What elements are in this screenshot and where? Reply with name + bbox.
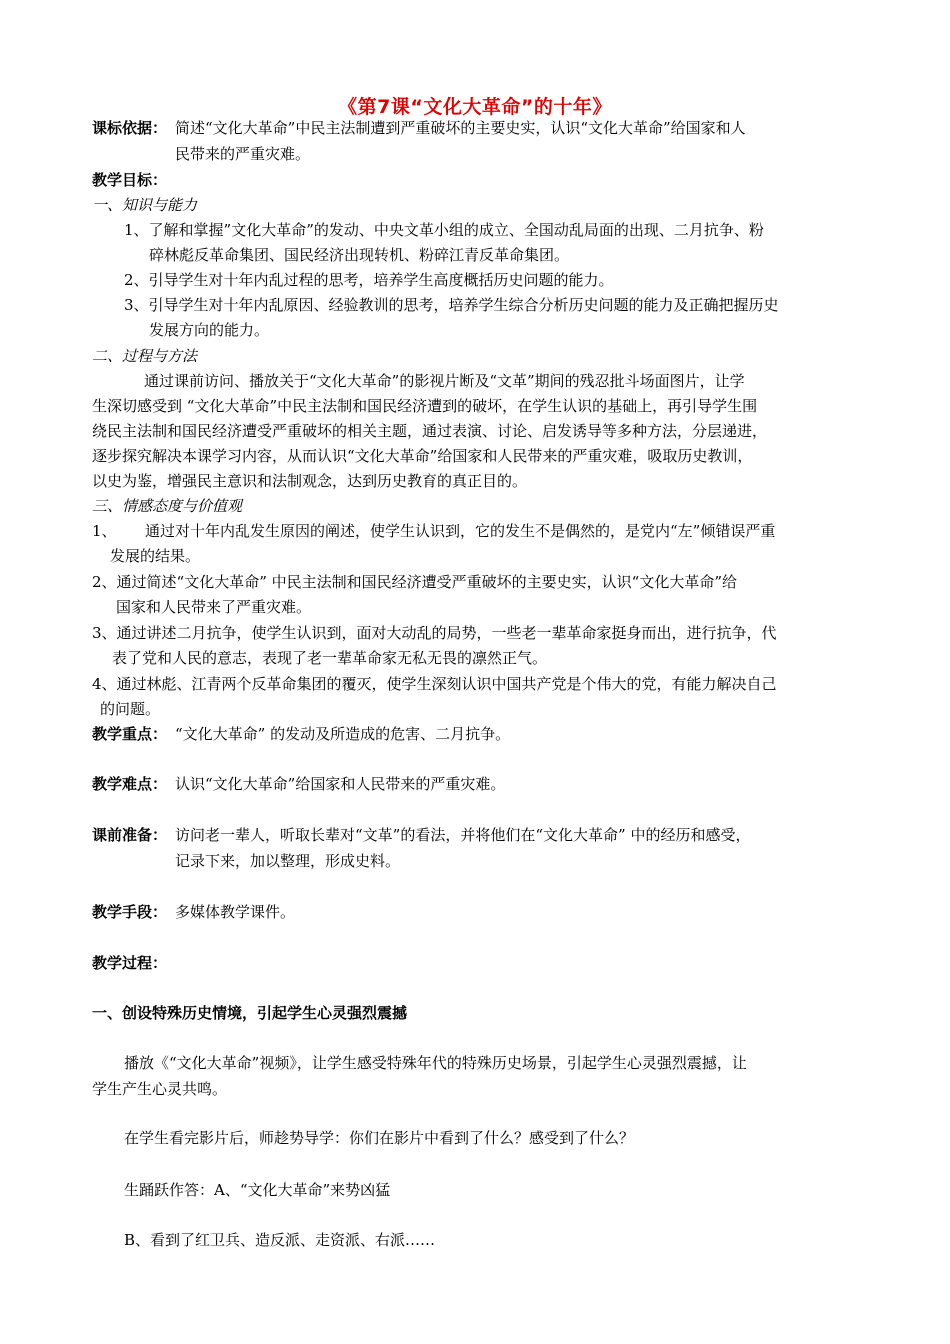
knowledge-item1-line2: 碎林彪反革命集团、国民经济出现转机、粉碎江青反革命集团。 — [149, 246, 570, 264]
difficulty-text: 认识“文化大革命”给国家和人民带来的严重灾难。 — [175, 775, 506, 793]
standard-text-line1: 简述“文化大革命”中民主法制遭到严重破坏的主要史实，认识“文化大革命”给国家和人 — [175, 119, 746, 137]
values-item3-line1: 3、通过讲述二月抗争，使学生认识到，面对大动乱的局势，一些老一辈革命家挺身而出，进行抗争，代 — [92, 624, 777, 642]
knowledge-heading: 一、知识与能力 — [92, 196, 198, 214]
process-heading: 二、过程与方法 — [92, 347, 198, 365]
preparation-label: 课前准备： — [92, 826, 168, 844]
lesson-title: 《第7课“文化大革命”的十年》 — [338, 96, 612, 118]
values-item1-line1: 通过对十年内乱发生原因的阐述，使学生认识到，它的发生不是偶然的，是党内“左”倾错误严重 — [145, 522, 776, 540]
procedure-label: 教学过程： — [92, 954, 168, 972]
values-item1-line2: 发展的结果。 — [110, 547, 201, 565]
values-item2-line2: 国家和人民带来了严重灾难。 — [116, 598, 312, 616]
procedure-para4: B、看到了红卫兵、造反派、走资派、右派…… — [124, 1231, 436, 1249]
preparation-line2: 记录下来，加以整理，形成史料。 — [175, 852, 401, 870]
values-item1-number: 1、 — [92, 522, 117, 540]
procedure-para1-line1: 播放《“文化大革命”视频》，让学生感受特殊年代的特殊历史场景，引起学生心灵强烈震撼，让 — [124, 1054, 747, 1072]
values-heading: 三、情感态度与价值观 — [92, 497, 243, 515]
key-points-label: 教学重点： — [92, 725, 168, 743]
values-item4-line1: 4、通过林彪、江青两个反革命集团的覆灭，使学生深刻认识中国共产党是个伟大的党，有能力解决自己 — [92, 675, 777, 693]
difficulty-label: 教学难点： — [92, 775, 168, 793]
standard-label: 课标依据： — [92, 119, 168, 137]
section1-heading: 一、创设特殊历史情境，引起学生心灵强烈震撼 — [92, 1004, 408, 1022]
process-para-line3: 绕民主法制和国民经济遭受严重破坏的相关主题，通过表演、讨论、启发诱导等多种方法，分层递进， — [92, 422, 768, 440]
procedure-para3: 生踊跃作答：A、“文化大革命”来势凶猛 — [124, 1181, 391, 1199]
process-para-line5: 以史为鉴，增强民主意识和法制观念，达到历史教育的真正目的。 — [92, 472, 528, 490]
key-points-text: “文化大革命” 的发动及所造成的危害、二月抗争。 — [175, 725, 511, 743]
knowledge-item2: 2、引导学生对十年内乱过程的思考，培养学生高度概括历史问题的能力。 — [124, 271, 614, 289]
preparation-line1: 访问老一辈人，听取长辈对“文革”的看法，并将他们在“文化大革命” 中的经历和感受， — [175, 826, 751, 844]
knowledge-item3-line2: 发展方向的能力。 — [149, 321, 270, 339]
values-item4-line2: 的问题。 — [100, 700, 161, 718]
knowledge-item3-line1: 3、引导学生对十年内乱原因、经验教训的思考，培养学生综合分析历史问题的能力及正确把握历史 — [124, 296, 779, 314]
standard-text-line2: 民带来的严重灾难。 — [175, 145, 311, 163]
knowledge-item1-line1: 1、了解和掌握”文化大革命”的发动、中央文革小组的成立、全国动乱局面的出现、二月抗争、粉 — [124, 221, 764, 239]
process-para-line4: 逐步探究解决本课学习内容，从而认识“文化大革命”给国家和人民带来的严重灾难，吸取历史教训， — [92, 447, 753, 465]
goals-heading: 教学目标： — [92, 171, 168, 189]
means-label: 教学手段： — [92, 903, 168, 921]
process-para-line1: 通过课前访问、播放关于“文化大革命”的影视片断及“文革”期间的残忍批斗场面图片，让学 — [144, 372, 745, 390]
process-para-line2: 生深切感受到 “文化大革命”中民主法制和国民经济遭到的破坏，在学生认识的基础上，再引导学生围 — [92, 397, 758, 415]
procedure-para1-line2: 学生产生心灵共鸣。 — [92, 1080, 228, 1098]
values-item3-line2: 表了党和人民的意志，表现了老一辈革命家无私无畏的凛然正气。 — [112, 649, 548, 667]
values-item2-line1: 2、通过简述“文化大革命” 中民主法制和国民经济遭受严重破坏的主要史实，认识“文化大革命”给 — [92, 573, 737, 591]
means-text: 多媒体教学课件。 — [175, 903, 296, 921]
procedure-para2: 在学生看完影片后，师趁势导学：你们在影片中看到了什么？感受到了什么？ — [124, 1129, 635, 1147]
